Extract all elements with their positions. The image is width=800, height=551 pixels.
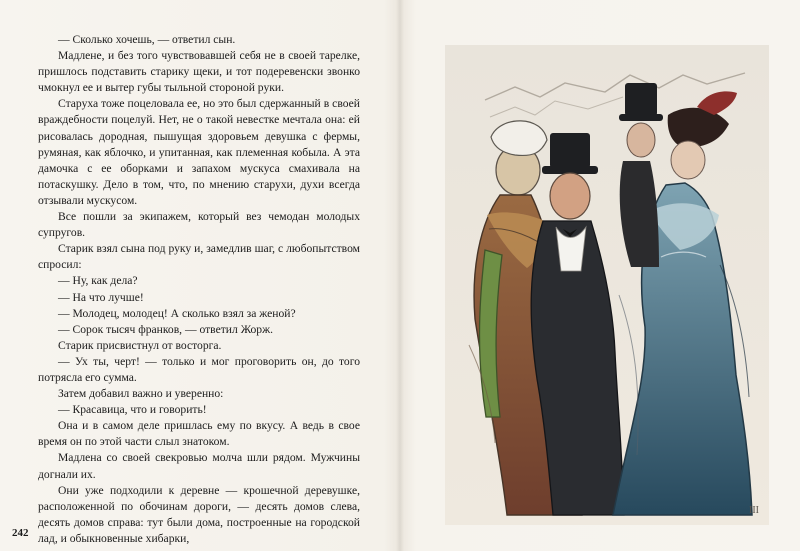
paragraph: — Ух ты, черт! — только и мог проговорить он, до того потрясла его сумма. xyxy=(38,354,360,384)
paragraph: Затем добавил важно и уверенно: xyxy=(58,387,224,401)
paragraph: — Сколько хочешь, — ответил сын. xyxy=(58,33,236,46)
paragraph: — Молодец, молодец! А сколько взял за женой? xyxy=(58,306,296,320)
paragraph: Они уже подходили к деревне — крошечной деревушке, расположенной по обочинам дороги, — десять домов слева, десять домов справа: тут были дома, построенные на городской лад, и обыкновенные хибарки, xyxy=(38,483,360,545)
illustration-signature: III xyxy=(749,505,759,516)
text-column xyxy=(38,32,360,547)
book-gutter xyxy=(396,0,404,551)
paragraph: Мадлене, и без того чувствовавшей себя не в своей тарелке, пришлось подставить старику щеки, и тот подеревенски звонко чмокнул ее и вытер губы тыльной стороной руки. xyxy=(38,49,360,95)
illustration-art xyxy=(445,45,769,525)
paragraph: — На что лучше! xyxy=(58,290,144,304)
paragraph: Мадлена со своей свекровью молча шли рядом. Мужчины догнали их. xyxy=(38,451,360,481)
paragraph: Все пошли за экипажем, который вез чемодан молодых супругов. xyxy=(38,210,360,240)
paragraph: Она и в самом деле пришлась ему по вкусу. А ведь в свое время он по этой части слыл знатоком. xyxy=(38,419,360,449)
paragraph: — Красавица, что и говорить! xyxy=(58,403,207,417)
paragraph: — Ну, как дела? xyxy=(58,274,138,288)
page-number: 242 xyxy=(12,527,29,539)
paragraph: Старик взял сына под руку и, замедлив шаг, с любопытством спросил: xyxy=(38,242,360,272)
paragraph: Старик присвистнул от восторга. xyxy=(58,338,222,352)
paragraph: — Сорок тысяч франков, — ответил Жорж. xyxy=(58,322,273,336)
illustration xyxy=(445,45,769,525)
paragraph: Старуха тоже поцеловала ее, но это был сдержанный в своей враждебности поцелуй. Нет, не о такой невестке мечтала она: ей рисовалась дородная, пышущая здоровьем девушка с фермы, румяная, как яблочко, и упитанная, как племенная кобыла. А эта дамочка с ее оборками и запахом мускуса смахивала на потаскушку. Дело в том, что, по мнению старухи, духи всегда отзывали мускусом. xyxy=(38,97,360,207)
